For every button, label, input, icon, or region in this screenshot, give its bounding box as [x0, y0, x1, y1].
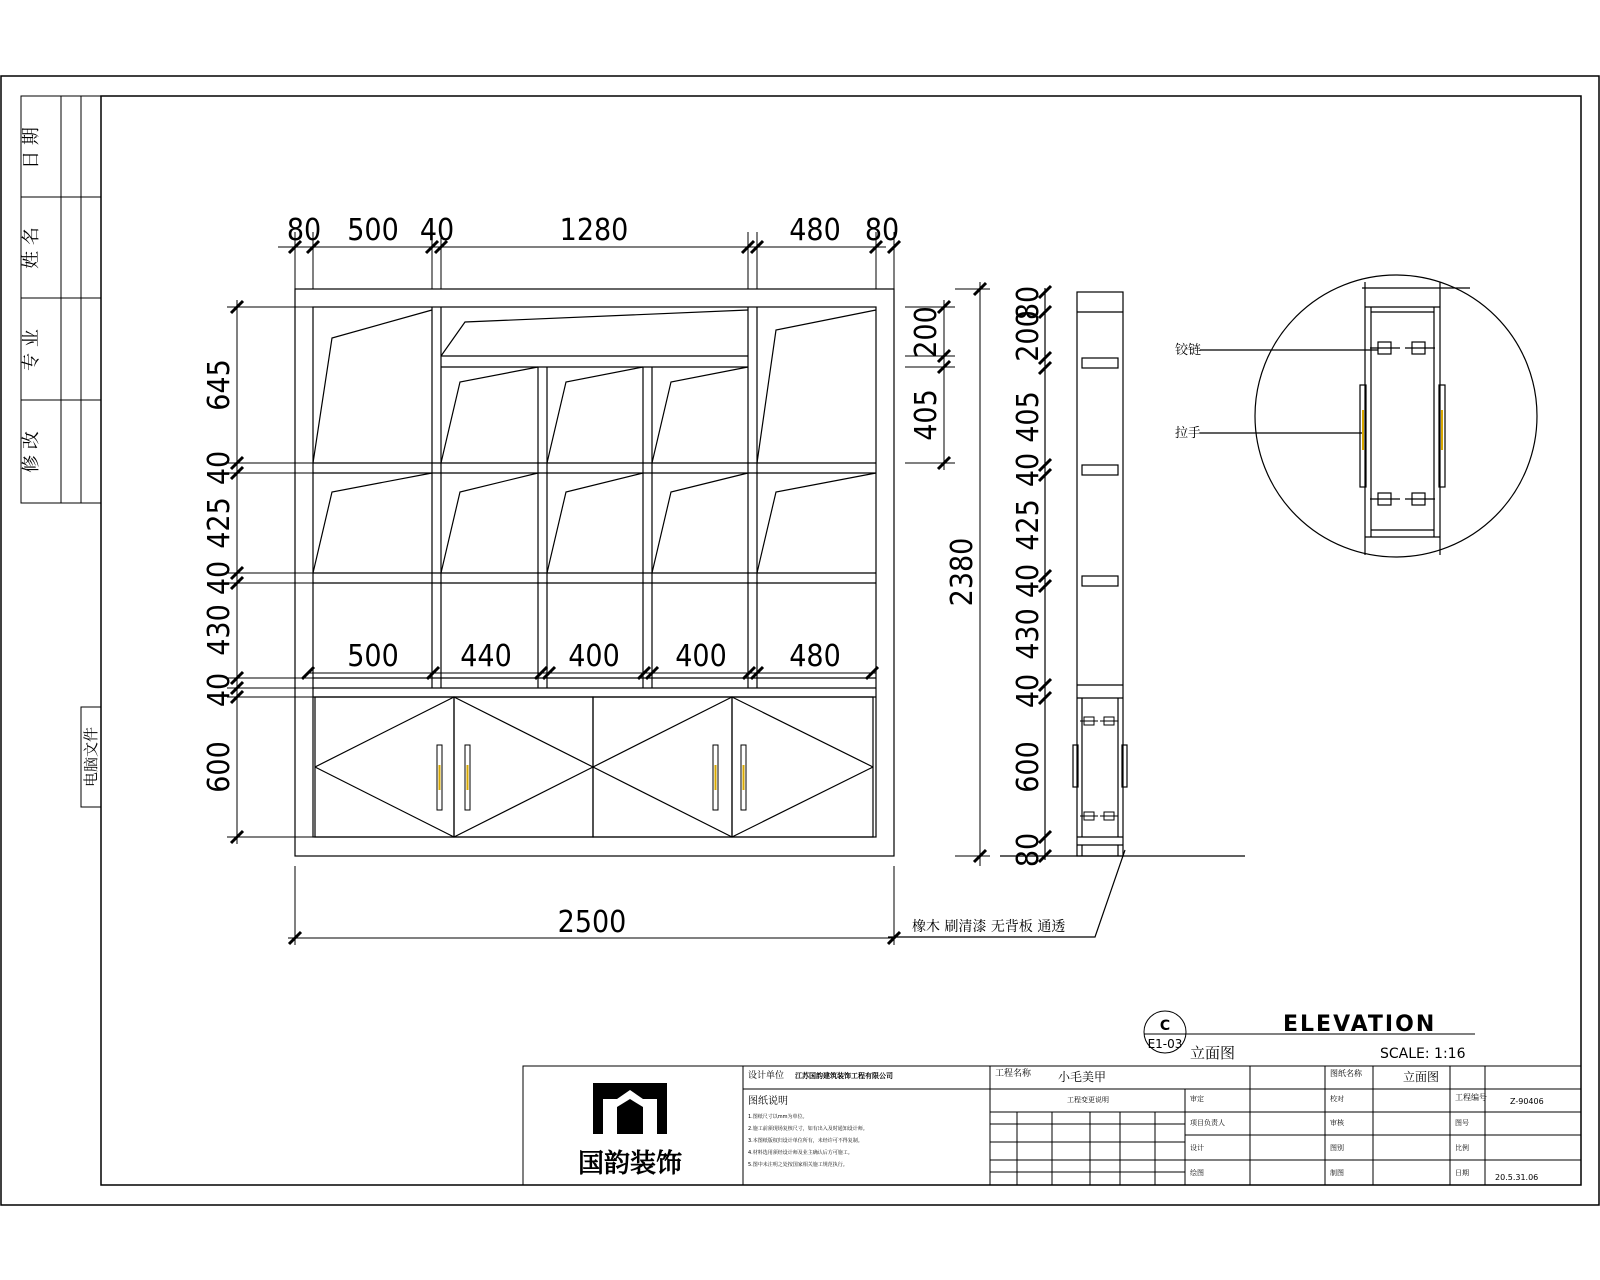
- company-name: 国韵装饰: [577, 1149, 683, 1179]
- view-title-text: ELEVATION: [1283, 1012, 1437, 1037]
- project-value: 小毛美甲: [1058, 1070, 1107, 1084]
- tb-label-approve: 审定: [1190, 1095, 1204, 1103]
- material-note: 橡木 刷清漆 无背板 通透: [912, 919, 1066, 935]
- rev-header-revision: 修 改: [21, 431, 42, 473]
- tb-label-leader: 项目负责人: [1190, 1119, 1225, 1127]
- dim-shelf-500: 500: [347, 639, 399, 674]
- notes-line-2: 2.施工前须现场复核尺寸，如有出入及时通知设计师。: [748, 1126, 868, 1132]
- dim-top-480: 480: [789, 213, 841, 248]
- side-dim-40b: 40: [1011, 563, 1046, 599]
- side-dim-425: 425: [1011, 499, 1046, 551]
- view-title: [1144, 1011, 1475, 1062]
- design-unit-value: 江苏国韵建筑装饰工程有限公司: [795, 1072, 893, 1080]
- dim-shelf-400b: 400: [675, 639, 727, 674]
- notes-line-3: 3.本图纸版权归设计单位所有，未经许可不得复制。: [748, 1138, 863, 1144]
- dim-total-height: 2380: [945, 537, 980, 607]
- revision-header: 工程变更说明: [1067, 1096, 1109, 1104]
- company-logo: [578, 1083, 682, 1179]
- dim-left-600: 600: [202, 741, 237, 793]
- dim-shelf-400a: 400: [568, 639, 620, 674]
- drawing-no-label: 工程编号: [1455, 1093, 1487, 1102]
- dim-shelf-440: 440: [460, 639, 512, 674]
- tb-label-scale: 比例: [1455, 1144, 1469, 1152]
- rev-file-label: 电脑文件: [82, 726, 100, 788]
- side-dim-40c: 40: [1011, 673, 1046, 709]
- dim-left-425: 425: [202, 497, 237, 549]
- side-dim-40a: 40: [1011, 452, 1046, 488]
- notes-line-1: 1.图纸尺寸以mm为单位。: [748, 1114, 808, 1120]
- side-dim-405: 405: [1011, 391, 1046, 443]
- dim-inner-200: 200: [909, 306, 944, 358]
- dim-top-80-left: 80: [286, 213, 322, 248]
- side-dim-80-bottom: 80: [1011, 832, 1046, 868]
- dim-left-645: 645: [202, 359, 237, 411]
- drawing-value: 立面图: [1403, 1070, 1440, 1084]
- cabinet-elevation: [295, 289, 894, 856]
- hinge-label: 铰链: [1175, 343, 1202, 358]
- view-name: 立面图: [1190, 1044, 1236, 1062]
- detail-hinges: [1370, 342, 1435, 505]
- dim-left-40b: 40: [202, 560, 237, 596]
- dim-left-40c: 40: [202, 672, 237, 708]
- side-dim-430: 430: [1011, 608, 1046, 660]
- design-unit-label: 设计单位: [748, 1071, 785, 1081]
- dim-inner-405: 405: [909, 389, 944, 441]
- project-label: 工程名称: [995, 1069, 1032, 1079]
- date-value: 20.5.31.06: [1495, 1173, 1539, 1182]
- view-scale: SCALE: 1:16: [1380, 1046, 1466, 1062]
- tb-label-drafter: 制图: [1330, 1169, 1344, 1177]
- dimension-ticks: [231, 241, 986, 944]
- rev-header-date: 日 期: [21, 127, 42, 169]
- dim-overall-width: 2500: [557, 905, 627, 940]
- dim-top-80-right: 80: [864, 213, 900, 248]
- side-dim-200: 200: [1011, 310, 1046, 362]
- notes-label: 图纸说明: [748, 1096, 788, 1107]
- view-symbol-ref: E1-03: [1147, 1037, 1183, 1051]
- tb-label-date: 日期: [1455, 1169, 1469, 1177]
- tb-label-check: 校对: [1330, 1095, 1344, 1103]
- dim-top-500: 500: [347, 213, 399, 248]
- dim-left-430: 430: [202, 604, 237, 656]
- dim-top-1280: 1280: [559, 213, 629, 248]
- rev-header-specialty: 专 业: [21, 329, 42, 371]
- dim-top-40: 40: [419, 213, 455, 248]
- rev-header-name: 姓 名: [21, 227, 42, 269]
- revision-table: [21, 96, 101, 807]
- notes-line-4: 4.材料选用须经设计师及业主确认后方可施工。: [748, 1150, 853, 1156]
- dim-left-40a: 40: [202, 450, 237, 486]
- view-symbol-letter: C: [1159, 1018, 1171, 1034]
- tb-label-design: 设计: [1190, 1144, 1204, 1152]
- tb-label-review: 审核: [1330, 1119, 1344, 1127]
- door-handles: [437, 745, 746, 810]
- tb-label-sheet-no: 图号: [1455, 1119, 1469, 1127]
- side-dim-80-top: 80: [1011, 285, 1046, 321]
- side-hinges: [1080, 717, 1118, 820]
- side-elevation: [888, 285, 1245, 937]
- handle-label: 拉手: [1175, 426, 1202, 441]
- dim-shelf-480: 480: [789, 639, 841, 674]
- tb-label-draw: 绘图: [1190, 1169, 1204, 1177]
- drawing-label: 图纸名称: [1330, 1069, 1362, 1078]
- notes-line-5: 5.图中未注明之处按国家相关施工规范执行。: [748, 1162, 848, 1168]
- side-dim-600: 600: [1011, 741, 1046, 793]
- tb-label-type: 图别: [1330, 1144, 1344, 1152]
- drawing-no-value: Z-90406: [1510, 1097, 1544, 1106]
- detail-callout: [1200, 275, 1537, 557]
